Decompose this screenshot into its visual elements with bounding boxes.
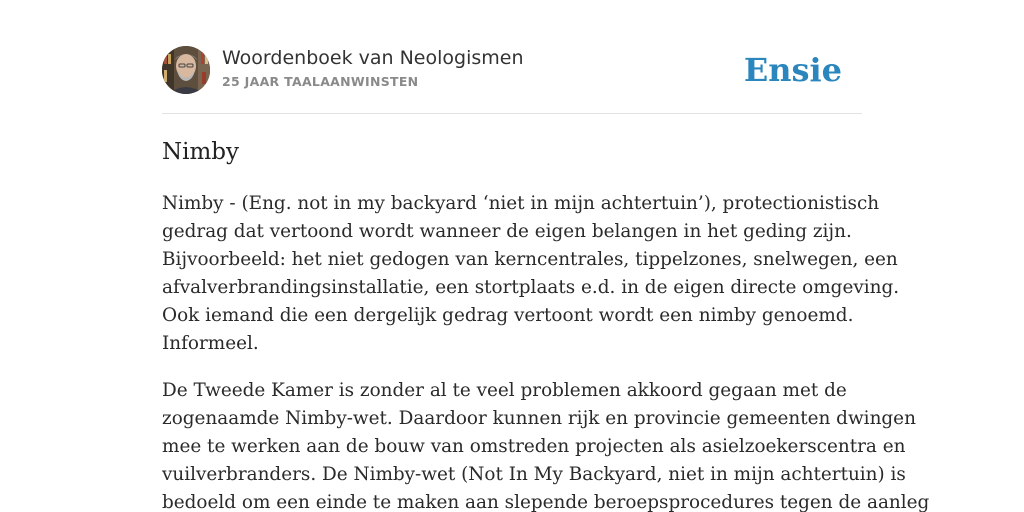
header-divider xyxy=(162,113,862,114)
author-avatar[interactable] xyxy=(162,46,210,94)
text-line: bedoeld om een einde te maken aan slepende beroepsprocedures tegen de aanleg xyxy=(162,492,930,512)
text-line: Ook iemand die een dergelijk gedrag vertoont wordt een nimby genoemd. xyxy=(162,305,854,326)
header xyxy=(162,46,862,96)
text-line: mee te werken aan de bouw van omstreden projecten als asielzoekerscentra en xyxy=(162,436,906,457)
example-paragraph xyxy=(162,377,930,512)
author-name[interactable]: Woordenboek van Neologismen xyxy=(222,47,524,69)
text-line: Nimby - (Eng. not in my backyard ‘niet in mijn achtertuin’), protectionistisch xyxy=(162,193,880,214)
text-line: zogenaamde Nimby-wet. Daardoor kunnen rijk en provincie gemeenten dwingen xyxy=(162,408,916,429)
text-line: vuilverbranders. De Nimby-wet (Not In My Backyard, niet in mijn achtertuin) is xyxy=(162,464,906,485)
text-line: Bijvoorbeeld: het niet gedogen van kerncentrales, tippelzones, snelwegen, een xyxy=(162,249,898,270)
text-line: Informeel. xyxy=(162,333,259,354)
text-line: afvalverbrandingsinstallatie, een stortplaats e.d. in de eigen directe omgeving. xyxy=(162,277,900,298)
text-line: gedrag dat vertoond wordt wanneer de eigen belangen in het geding zijn. xyxy=(162,221,852,242)
brand-logo[interactable]: Ensie xyxy=(743,51,842,89)
author-subtitle: 25 JAAR TAALAANWINSTEN xyxy=(222,74,419,89)
text-line: De Tweede Kamer is zonder al te veel problemen akkoord gegaan met de xyxy=(162,380,847,401)
definition-paragraph xyxy=(162,190,900,358)
entry-title: Nimby xyxy=(162,139,240,165)
